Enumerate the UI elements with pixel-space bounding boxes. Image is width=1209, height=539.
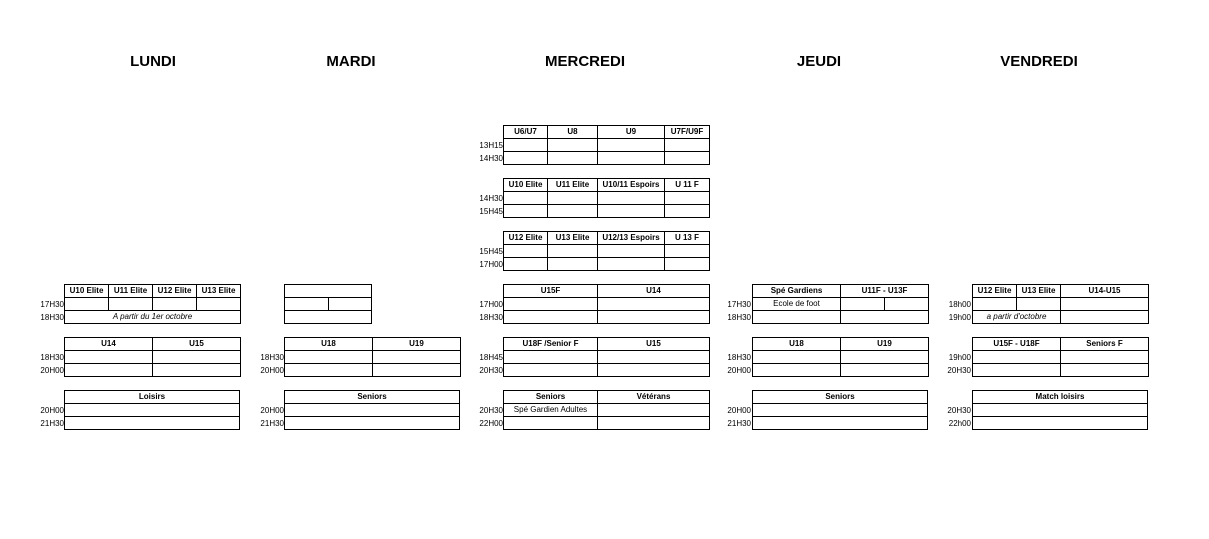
time-label: 18H30 [479,313,503,322]
schedule-table [284,337,461,377]
time-label: 22H00 [479,419,503,428]
column-header: U9 [598,126,665,139]
schedule-note: Spé Gardien Adultes [504,404,598,417]
column-header: U10/11 Espoirs [598,179,665,192]
time-label: 20H00 [40,366,64,375]
schedule-table [752,337,929,377]
time-label: 15H45 [479,247,503,256]
column-header: U12 Elite [973,285,1017,298]
time-label: 22h00 [948,419,971,428]
column-header: Loisirs [65,391,240,404]
column-header: U13 Elite [1017,285,1061,298]
time-label: 17H30 [727,300,751,309]
column-header: U10 Elite [65,285,109,298]
day-heading-mercredi: MERCREDI [544,53,626,70]
time-label: 18h00 [948,300,971,309]
schedule-table [972,390,1148,430]
column-header: Seniors [504,391,598,404]
schedule-table [503,178,710,218]
schedule-table [972,337,1149,377]
time-label: 20H00 [727,406,751,415]
time-label: 20H30 [947,366,971,375]
column-header: U12/13 Espoirs [598,232,665,245]
time-label: 18H30 [727,353,751,362]
time-label: 20H00 [260,406,284,415]
column-header: U18 [753,338,841,351]
column-header: Vétérans [598,391,710,404]
time-label: 20H30 [479,366,503,375]
day-heading-vendredi: VENDREDI [1000,53,1078,70]
column-header: U 13 F [665,232,710,245]
time-label: 21H30 [40,419,64,428]
column-header: Seniors [285,391,460,404]
day-heading-jeudi: JEUDI [796,53,842,70]
column-header: U6/U7 [504,126,548,139]
schedule-table [64,337,241,377]
schedule-table [284,390,460,430]
column-header: U18 [285,338,373,351]
time-label: 20H00 [40,406,64,415]
schedule-table [64,284,241,324]
column-header: U14 [65,338,153,351]
column-header: U12 Elite [504,232,548,245]
time-label: 20H00 [260,366,284,375]
column-header: U15F - U18F [973,338,1061,351]
day-heading-lundi: LUNDI [130,53,176,70]
column-header: U8 [548,126,598,139]
column-header: Seniors F [1061,338,1149,351]
day-heading-mardi: MARDI [326,53,376,70]
time-label: 20H00 [727,366,751,375]
schedule-table [64,390,240,430]
time-label: 17H00 [479,260,503,269]
schedule-table [752,390,928,430]
time-label: 18H30 [40,313,64,322]
column-header: U19 [841,338,929,351]
schedule-note: Ecole de foot [753,298,841,311]
schedule-table [284,284,372,324]
column-header: U10 Elite [504,179,548,192]
column-header: U19 [373,338,461,351]
column-header: U14 [598,285,710,298]
column-header: U15F [504,285,598,298]
column-header: U11F - U13F [841,285,929,298]
time-label: 19h00 [948,313,971,322]
schedule-table [503,284,710,324]
schedule-table [503,337,710,377]
column-header: U18F /Senior F [504,338,598,351]
time-label: 17H00 [479,300,503,309]
schedule-table [503,125,710,165]
time-label: 19h00 [948,353,971,362]
time-label: 18H30 [727,313,751,322]
column-header: Match loisirs [973,391,1148,404]
column-header: U14-U15 [1061,285,1149,298]
column-header: U7F/U9F [665,126,710,139]
schedule-table [972,284,1149,324]
column-header: Seniors [753,391,928,404]
time-label: 14H30 [479,154,503,163]
column-header: U15 [598,338,710,351]
column-header: U11 Elite [548,179,598,192]
time-label: 20H30 [947,406,971,415]
column-header: U13 Elite [197,285,241,298]
time-label: 14H30 [479,194,503,203]
time-label: 13H15 [479,141,503,150]
time-label: 17H30 [40,300,64,309]
time-label: 20H30 [479,406,503,415]
column-header: U 11 F [665,179,710,192]
column-header: U11 Elite [109,285,153,298]
time-label: 15H45 [479,207,503,216]
time-label: 18H30 [40,353,64,362]
schedule-table [752,284,929,324]
column-header: U13 Elite [548,232,598,245]
time-label: 21H30 [727,419,751,428]
column-header: U15 [153,338,241,351]
time-label: 18H30 [260,353,284,362]
column-header: U12 Elite [153,285,197,298]
time-label: 18H45 [479,353,503,362]
column-header: Spé Gardiens [753,285,841,298]
schedule-note: a partir d'octobre [973,311,1061,324]
schedule-table [503,231,710,271]
schedule-note: A partir du 1er octobre [65,311,241,324]
schedule-table [503,390,710,430]
time-label: 21H30 [260,419,284,428]
